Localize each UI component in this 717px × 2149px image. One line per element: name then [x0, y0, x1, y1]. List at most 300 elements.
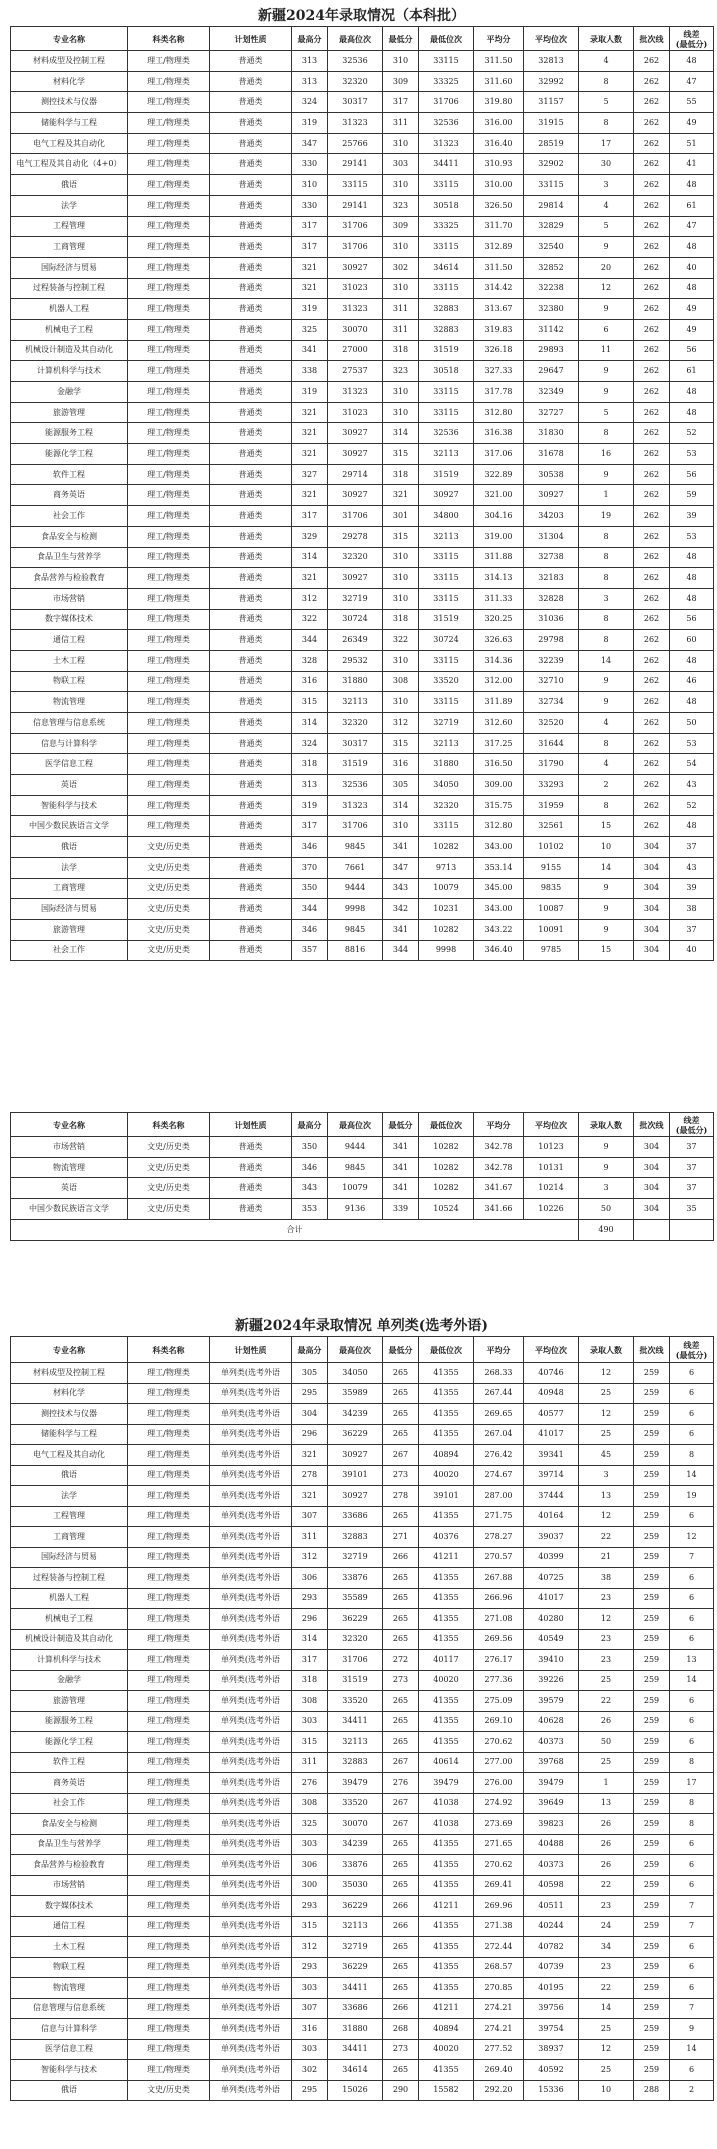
- table-row: [11, 1896, 714, 1917]
- table-cell: 10: [579, 2080, 634, 2101]
- table-cell: 316.38: [474, 423, 524, 444]
- cell-major: 旅游管理: [11, 919, 128, 940]
- table-cell: 文史/历史类: [128, 899, 210, 920]
- cell-major: 市场营销: [11, 1137, 128, 1158]
- table-cell: 30317: [328, 92, 383, 113]
- table-cell: 8: [579, 113, 634, 134]
- table-cell: 9785: [524, 940, 579, 961]
- table-cell: 48: [670, 650, 714, 671]
- table-cell: 310: [383, 382, 419, 403]
- cell-major: 社会工作: [11, 1793, 128, 1814]
- table-row: [11, 1732, 714, 1753]
- cell-major: 机械设计制造及其自动化: [11, 340, 128, 361]
- table-cell: 10524: [419, 1199, 474, 1220]
- table-cell: 312.00: [474, 671, 524, 692]
- table-cell: 30927: [328, 1445, 383, 1466]
- table-cell: 259: [634, 1916, 670, 1937]
- table-cell: 32183: [524, 568, 579, 589]
- table-cell: 262: [634, 175, 670, 196]
- table-cell: 26: [579, 1814, 634, 1835]
- table-row: [11, 1752, 714, 1773]
- table-cell: 310.93: [474, 154, 524, 175]
- table-cell: 30927: [524, 485, 579, 506]
- table-cell: 48: [670, 402, 714, 423]
- table-cell: 310: [383, 547, 419, 568]
- table-cell: 6: [670, 2060, 714, 2081]
- table-cell: 6: [670, 1424, 714, 1445]
- table-cell: 321: [292, 444, 328, 465]
- table-cell: 262: [634, 154, 670, 175]
- table-cell: 33293: [524, 775, 579, 796]
- table-cell: 262: [634, 650, 670, 671]
- table-row: [11, 1855, 714, 1876]
- table-cell: 56: [670, 609, 714, 630]
- table-cell: 6: [670, 1875, 714, 1896]
- table-cell: 318: [292, 754, 328, 775]
- table-cell: 理工/物理类: [128, 1793, 210, 1814]
- table-cell: 10282: [419, 1137, 474, 1158]
- table-cell: 275.09: [474, 1691, 524, 1712]
- table-cell: 39823: [524, 1814, 579, 1835]
- table-cell: 259: [634, 2060, 670, 2081]
- table-cell: 310: [383, 816, 419, 837]
- table-cell: 理工/物理类: [128, 51, 210, 72]
- table-cell: 41355: [419, 1363, 474, 1384]
- table-cell: 315: [292, 692, 328, 713]
- col-header-line: 线差: [683, 1339, 700, 1350]
- table-cell: 23: [579, 1629, 634, 1650]
- table-cell: 310: [383, 402, 419, 423]
- table-cell: 296: [292, 1424, 328, 1445]
- table-cell: 52: [670, 795, 714, 816]
- table-cell: 23: [579, 1957, 634, 1978]
- table-cell: 38937: [524, 2039, 579, 2060]
- table-cell: 313: [292, 51, 328, 72]
- table-cell: 36229: [328, 1896, 383, 1917]
- cell-major: 英语: [11, 775, 128, 796]
- col-header: 科类名称: [128, 1113, 210, 1137]
- table-cell: 345.00: [474, 878, 524, 899]
- table-row: [11, 940, 714, 961]
- table-cell: 14: [579, 857, 634, 878]
- col-header: 最低位次: [419, 1113, 474, 1137]
- table-cell: 6: [670, 1609, 714, 1630]
- col-header: 录取人数: [579, 1337, 634, 1363]
- table-cell: 32113: [328, 692, 383, 713]
- table-cell: 6: [670, 1691, 714, 1712]
- table-cell: 理工/物理类: [128, 71, 210, 92]
- table-cell: 50: [670, 713, 714, 734]
- table-cell: 321: [292, 423, 328, 444]
- table-cell: 9: [579, 1157, 634, 1178]
- cell-major: 法学: [11, 1486, 128, 1507]
- table-cell: 29278: [328, 526, 383, 547]
- table-cell: 39: [670, 506, 714, 527]
- table-cell: 40598: [524, 1875, 579, 1896]
- col-header: 平均分: [474, 27, 524, 51]
- table-cell: 32710: [524, 671, 579, 692]
- table-cell: 32113: [328, 1732, 383, 1753]
- table-cell: 39479: [419, 1773, 474, 1794]
- table-cell: 31304: [524, 526, 579, 547]
- table-cell: 267.88: [474, 1568, 524, 1589]
- table-cell: 32829: [524, 216, 579, 237]
- table-cell: 9845: [328, 919, 383, 940]
- cell-major: 金融学: [11, 382, 128, 403]
- table-cell: 56: [670, 340, 714, 361]
- cell-major: 法学: [11, 857, 128, 878]
- table-cell: 49: [670, 319, 714, 340]
- table-cell: 31323: [328, 299, 383, 320]
- table-cell: 理工/物理类: [128, 195, 210, 216]
- table-cell: 单列类(选考外语: [210, 1383, 292, 1404]
- table-cell: 22: [579, 1978, 634, 1999]
- table-cell: 311.60: [474, 71, 524, 92]
- table-cell: 259: [634, 1814, 670, 1835]
- table-cell: 311.89: [474, 692, 524, 713]
- table-cell: 40746: [524, 1363, 579, 1384]
- table-cell: 普通类: [210, 382, 292, 403]
- cell-major: 过程装备与控制工程: [11, 278, 128, 299]
- table-cell: 32902: [524, 154, 579, 175]
- table-cell: 理工/物理类: [128, 319, 210, 340]
- table-cell: 33325: [419, 71, 474, 92]
- table-cell: 259: [634, 1773, 670, 1794]
- section-title: 新疆2024年录取情况（本科批）: [258, 8, 465, 24]
- table-cell: 30724: [419, 630, 474, 651]
- table-cell: 32852: [524, 257, 579, 278]
- table-cell: 40117: [419, 1650, 474, 1671]
- table-cell: 271.65: [474, 1834, 524, 1855]
- table-cell: 30070: [328, 319, 383, 340]
- table-cell: 理工/物理类: [128, 175, 210, 196]
- table-cell: 33115: [419, 650, 474, 671]
- table-cell: 319: [292, 795, 328, 816]
- table-cell: 357: [292, 940, 328, 961]
- table-cell: 理工/物理类: [128, 1814, 210, 1835]
- table-cell: 29798: [524, 630, 579, 651]
- cell-major: 机械电子工程: [11, 1609, 128, 1630]
- table-cell: 理工/物理类: [128, 299, 210, 320]
- table-cell: 理工/物理类: [128, 2060, 210, 2081]
- table-cell: 普通类: [210, 237, 292, 258]
- table-row: [11, 1998, 714, 2019]
- table-cell: 319.00: [474, 526, 524, 547]
- table-cell: 30927: [328, 444, 383, 465]
- cell-major: 信息管理与信息系统: [11, 1998, 128, 2019]
- table-cell: 9: [579, 361, 634, 382]
- table-cell: 普通类: [210, 361, 292, 382]
- table-cell: 347: [383, 857, 419, 878]
- table-cell: 304: [634, 1178, 670, 1199]
- table-cell: 41355: [419, 1732, 474, 1753]
- table-cell: 普通类: [210, 650, 292, 671]
- table-cell: 265: [383, 1404, 419, 1425]
- col-header: 专业名称: [11, 1113, 128, 1137]
- table-cell: 单列类(选考外语: [210, 1978, 292, 1999]
- table-cell: 265: [383, 1937, 419, 1958]
- table-body: [11, 51, 714, 961]
- table-cell: 4: [579, 713, 634, 734]
- table-cell: 30927: [419, 485, 474, 506]
- table-cell: 40244: [524, 1916, 579, 1937]
- table-cell: 259: [634, 1978, 670, 1999]
- cell-major: 过程装备与控制工程: [11, 1568, 128, 1589]
- cell-major: 国际经济与贸易: [11, 1547, 128, 1568]
- col-header: [670, 1337, 714, 1363]
- table-cell: 32239: [524, 650, 579, 671]
- table-cell: 321.00: [474, 485, 524, 506]
- table-cell: 31706: [328, 506, 383, 527]
- table-cell: 普通类: [210, 154, 292, 175]
- table-cell: 40020: [419, 1670, 474, 1691]
- table-cell: 318: [383, 340, 419, 361]
- table-cell: 12: [579, 1404, 634, 1425]
- table-cell: 262: [634, 816, 670, 837]
- table-cell: 53: [670, 733, 714, 754]
- table-body: [11, 1137, 714, 1220]
- table-cell: 310: [383, 650, 419, 671]
- table-row: [11, 609, 714, 630]
- table-cell: 262: [634, 464, 670, 485]
- table-cell: 32536: [419, 423, 474, 444]
- table-cell: 341: [383, 837, 419, 858]
- table-cell: 25: [579, 1670, 634, 1691]
- cell-major: 信息与计算科学: [11, 2019, 128, 2040]
- table-cell: 311.88: [474, 547, 524, 568]
- table-cell: 311: [383, 299, 419, 320]
- table-row: [11, 1445, 714, 1466]
- table-cell: 33115: [419, 816, 474, 837]
- table-cell: 262: [634, 361, 670, 382]
- table-cell: 单列类(选考外语: [210, 1486, 292, 1507]
- table-cell: 39649: [524, 1793, 579, 1814]
- table-cell: 普通类: [210, 1199, 292, 1220]
- table-cell: 31706: [328, 216, 383, 237]
- table-cell: 单列类(选考外语: [210, 1793, 292, 1814]
- table-cell: 259: [634, 1896, 670, 1917]
- table-cell: 普通类: [210, 775, 292, 796]
- table-cell: 341: [383, 919, 419, 940]
- table-cell: 46: [670, 671, 714, 692]
- table-cell: 31915: [524, 113, 579, 134]
- table-cell: 单列类(选考外语: [210, 1814, 292, 1835]
- table-cell: 259: [634, 2039, 670, 2060]
- table-cell: 10214: [524, 1178, 579, 1199]
- table-row: [11, 506, 714, 527]
- table-cell: 343.00: [474, 899, 524, 920]
- table-cell: 287.00: [474, 1486, 524, 1507]
- table-cell: 47: [670, 71, 714, 92]
- table-cell: 单列类(选考外语: [210, 1465, 292, 1486]
- table-cell: 6: [670, 1957, 714, 1978]
- table-cell: 41355: [419, 1404, 474, 1425]
- col-header: 最高分: [292, 1113, 328, 1137]
- table-cell: 32320: [419, 795, 474, 816]
- table-row: [11, 1937, 714, 1958]
- table-cell: 41355: [419, 1875, 474, 1896]
- table-cell: 普通类: [210, 588, 292, 609]
- table-cell: 319: [292, 299, 328, 320]
- table-cell: 259: [634, 1793, 670, 1814]
- cell-major: 市场营销: [11, 1875, 128, 1896]
- admission-table: [10, 1112, 714, 1241]
- table-cell: 单列类(选考外语: [210, 1588, 292, 1609]
- table-cell: 270.85: [474, 1978, 524, 1999]
- table-cell: 普通类: [210, 526, 292, 547]
- table-cell: 48: [670, 237, 714, 258]
- table-cell: 265: [383, 2060, 419, 2081]
- table-cell: 310: [292, 175, 328, 196]
- table-row: [11, 816, 714, 837]
- cell-major: 智能科学与技术: [11, 2060, 128, 2081]
- table-cell: 普通类: [210, 795, 292, 816]
- table-cell: 265: [383, 1978, 419, 1999]
- table-cell: 32719: [419, 713, 474, 734]
- table-cell: 33115: [419, 402, 474, 423]
- table-cell: 30927: [328, 485, 383, 506]
- table-cell: 9: [579, 919, 634, 940]
- table-cell: 314.13: [474, 568, 524, 589]
- col-header: 录取人数: [579, 27, 634, 51]
- table-row: [11, 1588, 714, 1609]
- table-cell: 10: [579, 837, 634, 858]
- table-cell: 342: [383, 899, 419, 920]
- table-row: [11, 1711, 714, 1732]
- col-header: 计划性质: [210, 27, 292, 51]
- table-cell: 9: [579, 671, 634, 692]
- table-cell: 312: [292, 588, 328, 609]
- table-cell: 307: [292, 1506, 328, 1527]
- table-cell: 理工/物理类: [128, 423, 210, 444]
- table-cell: 310: [383, 588, 419, 609]
- table-cell: 8: [579, 630, 634, 651]
- cell-major: 市场营销: [11, 588, 128, 609]
- table-cell: 理工/物理类: [128, 1568, 210, 1589]
- table-row: [11, 857, 714, 878]
- table-cell: 40725: [524, 1568, 579, 1589]
- table-cell: 41017: [524, 1424, 579, 1445]
- table-cell: 10087: [524, 899, 579, 920]
- table-cell: 50: [579, 1732, 634, 1753]
- table-cell: 理工/物理类: [128, 1363, 210, 1384]
- table-cell: 259: [634, 1691, 670, 1712]
- table-cell: 8: [579, 526, 634, 547]
- table-cell: 276: [383, 1773, 419, 1794]
- table-cell: 37: [670, 1137, 714, 1158]
- table-cell: 34050: [328, 1363, 383, 1384]
- table-cell: 39101: [328, 1465, 383, 1486]
- cell-major: 材料化学: [11, 1383, 128, 1404]
- table-cell: 29714: [328, 464, 383, 485]
- table-cell: 普通类: [210, 1137, 292, 1158]
- cell-major: 材料化学: [11, 71, 128, 92]
- table-cell: 8: [579, 733, 634, 754]
- table-cell: 36229: [328, 1609, 383, 1630]
- table-cell: 普通类: [210, 1178, 292, 1199]
- table-cell: 40373: [524, 1732, 579, 1753]
- table-cell: 理工/物理类: [128, 133, 210, 154]
- table-cell: 29647: [524, 361, 579, 382]
- table-cell: 61: [670, 361, 714, 382]
- table-cell: 30724: [328, 609, 383, 630]
- table-cell: 理工/物理类: [128, 92, 210, 113]
- table-row: [11, 1629, 714, 1650]
- table-cell: 262: [634, 195, 670, 216]
- table-cell: 33115: [419, 175, 474, 196]
- table-cell: 323: [383, 195, 419, 216]
- cell-major: 测控技术与仪器: [11, 1404, 128, 1425]
- table-cell: 41355: [419, 1691, 474, 1712]
- table-cell: 273.69: [474, 1814, 524, 1835]
- table-cell: 2: [670, 2080, 714, 2101]
- cell-major: 食品安全与检测: [11, 1814, 128, 1835]
- table-cell: 350: [292, 1137, 328, 1158]
- table-cell: 单列类(选考外语: [210, 1834, 292, 1855]
- table-cell: 39: [670, 878, 714, 899]
- cell-major: 俄语: [11, 837, 128, 858]
- table-cell: 278: [383, 1486, 419, 1507]
- table-cell: 理工/物理类: [128, 775, 210, 796]
- table-cell: 302: [292, 2060, 328, 2081]
- table-cell: 262: [634, 51, 670, 72]
- table-cell: 311.50: [474, 51, 524, 72]
- cell-major: 商务英语: [11, 1773, 128, 1794]
- table-cell: 259: [634, 1424, 670, 1445]
- table-cell: 25: [579, 1424, 634, 1445]
- table-cell: 30927: [328, 568, 383, 589]
- table-cell: 330: [292, 154, 328, 175]
- table-cell: 31959: [524, 795, 579, 816]
- table-cell: 269.40: [474, 2060, 524, 2081]
- table-cell: 31519: [419, 609, 474, 630]
- table-cell: 30070: [328, 1814, 383, 1835]
- table-cell: 259: [634, 1506, 670, 1527]
- table-row: [11, 713, 714, 734]
- table-cell: 262: [634, 526, 670, 547]
- table-cell: 259: [634, 1486, 670, 1507]
- table-cell: 310.00: [474, 175, 524, 196]
- table-cell: 40020: [419, 1465, 474, 1486]
- table-row: [11, 1691, 714, 1712]
- table-cell: 34800: [419, 506, 474, 527]
- table-cell: 理工/物理类: [128, 1650, 210, 1671]
- table-cell: 普通类: [210, 133, 292, 154]
- table-cell: 293: [292, 1957, 328, 1978]
- table-cell: 267: [383, 1752, 419, 1773]
- table-cell: 308: [292, 1793, 328, 1814]
- table-cell: 308: [292, 1691, 328, 1712]
- table-cell: 262: [634, 754, 670, 775]
- table-cell: 312.89: [474, 237, 524, 258]
- table-cell: 304: [634, 878, 670, 899]
- cell-major: 物流管理: [11, 1157, 128, 1178]
- table-cell: 理工/物理类: [128, 754, 210, 775]
- table-cell: 32320: [328, 71, 383, 92]
- table-cell: 5: [579, 402, 634, 423]
- table-cell: 32536: [328, 775, 383, 796]
- table-cell: 普通类: [210, 899, 292, 920]
- table-cell: 41: [670, 154, 714, 175]
- cell-major: 俄语: [11, 2080, 128, 2101]
- table-cell: 313: [292, 775, 328, 796]
- cell-major: 智能科学与技术: [11, 795, 128, 816]
- table-row: [11, 2039, 714, 2060]
- table-cell: 6: [670, 1978, 714, 1999]
- table-cell: 理工/物理类: [128, 816, 210, 837]
- col-header: 录取人数: [579, 1113, 634, 1137]
- table-cell: 12: [579, 2039, 634, 2060]
